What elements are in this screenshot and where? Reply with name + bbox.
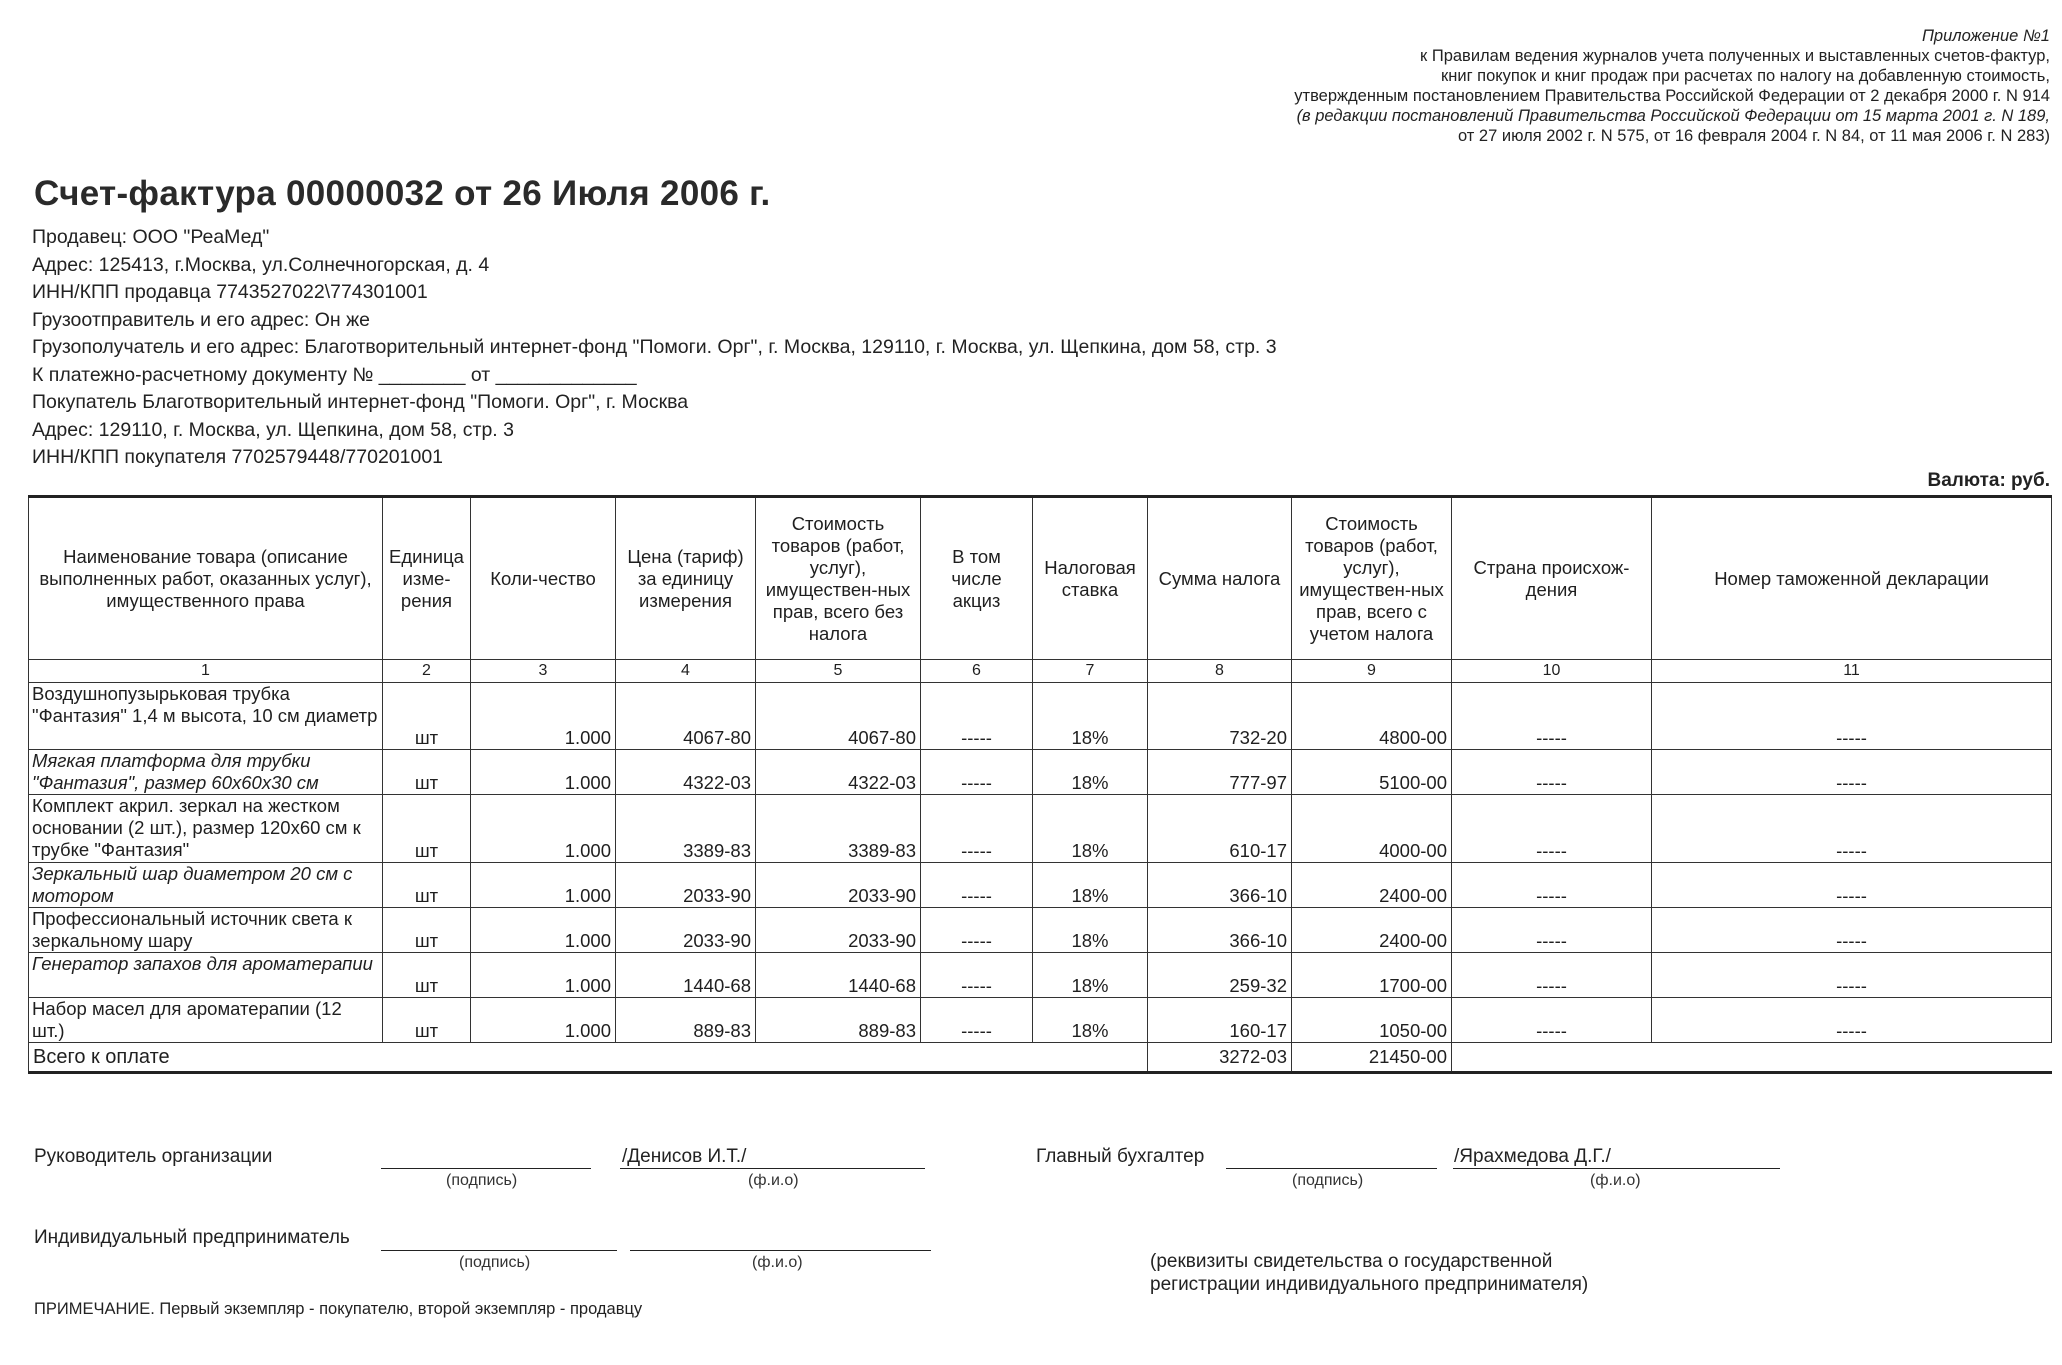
quantity-cell: 1.000: [471, 863, 616, 908]
excise-cell: -----: [921, 683, 1033, 750]
column-number: 2: [383, 660, 471, 683]
invoice-title: Счет-фактура 00000032 от 26 Июля 2006 г.: [34, 174, 771, 213]
consignee: Грузополучатель и его адрес: Благотворительный интернет-фонд "Помоги. Орг", г. Москва, 129110, г. Москва, ул. Щепкина, дом 58, стр. 3: [32, 336, 1277, 358]
seller-inn: ИНН/КПП продавца 7743527022\774301001: [32, 281, 428, 303]
quantity-cell: 1.000: [471, 953, 616, 998]
invoice-header-details: [32, 224, 1277, 472]
customs-declaration-cell: -----: [1652, 863, 2052, 908]
price-cell: 4067-80: [616, 683, 756, 750]
customs-declaration-cell: -----: [1652, 953, 2052, 998]
excise-cell: -----: [921, 953, 1033, 998]
entrepreneur-name-line: [630, 1250, 931, 1251]
country-of-origin-cell: -----: [1452, 795, 1652, 863]
excise-cell: -----: [921, 908, 1033, 953]
quantity-cell: 1.000: [471, 795, 616, 863]
shipper: Грузоотправитель и его адрес: Он же: [32, 308, 370, 331]
accountant-signature-line: [1226, 1168, 1437, 1169]
entrepreneur-label: Индивидуальный предприниматель: [34, 1227, 350, 1248]
entrepreneur-signature-line: [381, 1250, 617, 1251]
total-with-tax-cell: 5100-00: [1292, 750, 1452, 795]
item-name-cell: Набор масел для ароматерапии (12 шт.): [29, 998, 383, 1043]
appendix-line: книг покупок и книг продаж при расчетах по налогу на добавленную стоимость,: [1441, 67, 2050, 85]
column-header: Налоговая ставка: [1033, 497, 1148, 660]
total-with-tax-cell: 4000-00: [1292, 795, 1452, 863]
price-cell: 4322-03: [616, 750, 756, 795]
tax-rate-cell: 18%: [1033, 750, 1148, 795]
appendix-line: к Правилам ведения журналов учета полученных и выставленных счетов-фактур,: [1420, 47, 2050, 65]
quantity-cell: 1.000: [471, 683, 616, 750]
price-cell: 2033-90: [616, 908, 756, 953]
table-row: [29, 863, 2052, 908]
column-header: Стоимость товаров (работ, услуг), имуществен-ных прав, всего без налога: [756, 497, 921, 660]
column-header: Наименование товара (описание выполненных работ, оказанных услуг), имущественного права: [29, 497, 383, 660]
accountant-name: /Ярахмедова Д.Г./: [1454, 1146, 1611, 1167]
column-number: 7: [1033, 660, 1148, 683]
director-fio-caption: (ф.и.о): [748, 1172, 799, 1189]
appendix-line: утвержденным постановлением Правительства Российской Федерации от 2 декабря 2000 г. N 914: [1294, 87, 2050, 105]
appendix-block: [1150, 26, 2050, 146]
column-number: 4: [616, 660, 756, 683]
total-tax: 3272-03: [1148, 1043, 1292, 1073]
item-name-cell: Воздушнопузырьковая трубка "Фантазия" 1,4 м высота, 10 см диаметр: [29, 683, 383, 750]
tax-rate-cell: 18%: [1033, 953, 1148, 998]
header-row: [29, 497, 2052, 660]
table-row: [29, 795, 2052, 863]
total-with-tax-cell: 4800-00: [1292, 683, 1452, 750]
unit-cell: шт: [383, 683, 471, 750]
column-number: 1: [29, 660, 383, 683]
country-of-origin-cell: -----: [1452, 908, 1652, 953]
tax-rate-cell: 18%: [1033, 863, 1148, 908]
buyer: Покупатель Благотворительный интернет-фонд "Помоги. Орг", г. Москва: [32, 391, 689, 413]
invoice-table-body: [29, 683, 2052, 1073]
appendix-line: (в редакции постановлений Правительства Российской Федерации от 15 марта 2001 г. N 189,: [1296, 107, 2050, 125]
tax-amount-cell: 777-97: [1148, 750, 1292, 795]
cost-without-tax-cell: 1440-68: [756, 953, 921, 998]
excise-cell: -----: [921, 795, 1033, 863]
requisites-line: (реквизиты свидетельства о государственной: [1150, 1251, 1553, 1272]
table-row: [29, 750, 2052, 795]
excise-cell: -----: [921, 750, 1033, 795]
item-name-cell: Генератор запахов для ароматерапии: [29, 953, 383, 998]
item-name-cell: Мягкая платформа для трубки "Фантазия", размер 60х60х30 см: [29, 750, 383, 795]
accountant-signature-caption: (подпись): [1292, 1172, 1364, 1189]
director-name: /Денисов И.Т./: [622, 1146, 747, 1167]
tax-amount-cell: 160-17: [1148, 998, 1292, 1043]
tax-rate-cell: 18%: [1033, 908, 1148, 953]
tax-amount-cell: 259-32: [1148, 953, 1292, 998]
currency-label: Валюта: руб.: [1927, 470, 2050, 491]
cost-without-tax-cell: 4322-03: [756, 750, 921, 795]
buyer-inn: ИНН/КПП покупателя 7702579448/770201001: [32, 446, 444, 468]
total-with-tax-cell: 2400-00: [1292, 863, 1452, 908]
country-of-origin-cell: -----: [1452, 998, 1652, 1043]
column-header: Стоимость товаров (работ, услуг), имуществен-ных прав, всего с учетом налога: [1292, 497, 1452, 660]
price-cell: 3389-83: [616, 795, 756, 863]
item-name-cell: Комплект акрил. зеркал на жестком основании (2 шт.), размер 120х60 см к трубке "Фантазия": [29, 795, 383, 863]
column-number: 10: [1452, 660, 1652, 683]
appendix-line: от 27 июля 2002 г. N 575, от 16 февраля 2004 г. N 84, от 11 мая 2006 г. N 283): [1457, 127, 2050, 145]
cost-without-tax-cell: 4067-80: [756, 683, 921, 750]
tax-rate-cell: 18%: [1033, 795, 1148, 863]
cost-without-tax-cell: 3389-83: [756, 795, 921, 863]
unit-cell: шт: [383, 795, 471, 863]
customs-declaration-cell: -----: [1652, 908, 2052, 953]
unit-cell: шт: [383, 750, 471, 795]
price-cell: 889-83: [616, 998, 756, 1043]
table-row: [29, 998, 2052, 1043]
buyer-address: Адрес: 129110, г. Москва, ул. Щепкина, дом 58, стр. 3: [32, 418, 514, 441]
cost-without-tax-cell: 2033-90: [756, 908, 921, 953]
invoice-table: [28, 495, 2052, 1074]
column-header: В том числе акциз: [921, 497, 1033, 660]
tax-amount-cell: 610-17: [1148, 795, 1292, 863]
customs-declaration-cell: -----: [1652, 998, 2052, 1043]
quantity-cell: 1.000: [471, 750, 616, 795]
country-of-origin-cell: -----: [1452, 953, 1652, 998]
total-with-tax-cell: 1700-00: [1292, 953, 1452, 998]
tax-rate-cell: 18%: [1033, 998, 1148, 1043]
table-row: [29, 908, 2052, 953]
table-row: [29, 683, 2052, 750]
column-number: 11: [1652, 660, 2052, 683]
entrepreneur-requisites: [1150, 1250, 1588, 1296]
country-of-origin-cell: -----: [1452, 683, 1652, 750]
total-with-tax-cell: 1050-00: [1292, 998, 1452, 1043]
entrepreneur-fio-caption: (ф.и.о): [752, 1254, 803, 1271]
note: ПРИМЕЧАНИЕ. Первый экземпляр - покупателю, второй экземпляр - продавцу: [34, 1300, 643, 1318]
item-name-cell: Профессиональный источник света к зеркальному шару: [29, 908, 383, 953]
tax-rate-cell: 18%: [1033, 683, 1148, 750]
total-sum: 21450-00: [1292, 1043, 1452, 1073]
total-with-tax-cell: 2400-00: [1292, 908, 1452, 953]
entrepreneur-signature-caption: (подпись): [459, 1254, 531, 1271]
total-row: [29, 1043, 2052, 1073]
cost-without-tax-cell: 2033-90: [756, 863, 921, 908]
customs-declaration-cell: -----: [1652, 795, 2052, 863]
unit-cell: шт: [383, 863, 471, 908]
appendix-title: Приложение №1: [1921, 27, 2050, 45]
requisites-line: регистрации индивидуального предпринимателя): [1150, 1274, 1589, 1295]
excise-cell: -----: [921, 998, 1033, 1043]
price-cell: 1440-68: [616, 953, 756, 998]
column-number: 9: [1292, 660, 1452, 683]
column-number: 8: [1148, 660, 1292, 683]
column-header: Единица изме-рения: [383, 497, 471, 660]
seller-address: Адрес: 125413, г.Москва, ул.Солнечногорская, д. 4: [32, 253, 490, 276]
column-header: Коли-чество: [471, 497, 616, 660]
excise-cell: -----: [921, 863, 1033, 908]
cost-without-tax-cell: 889-83: [756, 998, 921, 1043]
payment-document: К платежно-расчетному документу № ________ от _____________: [32, 363, 637, 386]
quantity-cell: 1.000: [471, 998, 616, 1043]
director-label: Руководитель организации: [34, 1146, 273, 1167]
director-signature-line: [381, 1168, 591, 1169]
column-header: Страна происхож-дения: [1452, 497, 1652, 660]
country-of-origin-cell: -----: [1452, 863, 1652, 908]
column-number: 5: [756, 660, 921, 683]
accountant-name-line: [1453, 1168, 1780, 1169]
column-header: Номер таможенной декларации: [1652, 497, 2052, 660]
column-number-row: [29, 660, 2052, 683]
customs-declaration-cell: -----: [1652, 683, 2052, 750]
item-name-cell: Зеркальный шар диаметром 20 см с мотором: [29, 863, 383, 908]
unit-cell: шт: [383, 908, 471, 953]
total-row-empty: [1452, 1043, 2052, 1073]
table-row: [29, 953, 2052, 998]
column-header: Сумма налога: [1148, 497, 1292, 660]
total-label: Всего к оплате: [29, 1043, 1148, 1073]
accountant-label: Главный бухгалтер: [1036, 1146, 1205, 1167]
column-header: Цена (тариф) за единицу измерения: [616, 497, 756, 660]
column-number: 6: [921, 660, 1033, 683]
accountant-fio-caption: (ф.и.о): [1590, 1172, 1641, 1189]
director-signature-caption: (подпись): [446, 1172, 518, 1189]
price-cell: 2033-90: [616, 863, 756, 908]
country-of-origin-cell: -----: [1452, 750, 1652, 795]
unit-cell: шт: [383, 998, 471, 1043]
tax-amount-cell: 732-20: [1148, 683, 1292, 750]
unit-cell: шт: [383, 953, 471, 998]
customs-declaration-cell: -----: [1652, 750, 2052, 795]
tax-amount-cell: 366-10: [1148, 863, 1292, 908]
tax-amount-cell: 366-10: [1148, 908, 1292, 953]
quantity-cell: 1.000: [471, 908, 616, 953]
director-name-line: [620, 1168, 925, 1169]
column-number: 3: [471, 660, 616, 683]
seller: Продавец: ООО "РеаМед": [32, 226, 270, 248]
